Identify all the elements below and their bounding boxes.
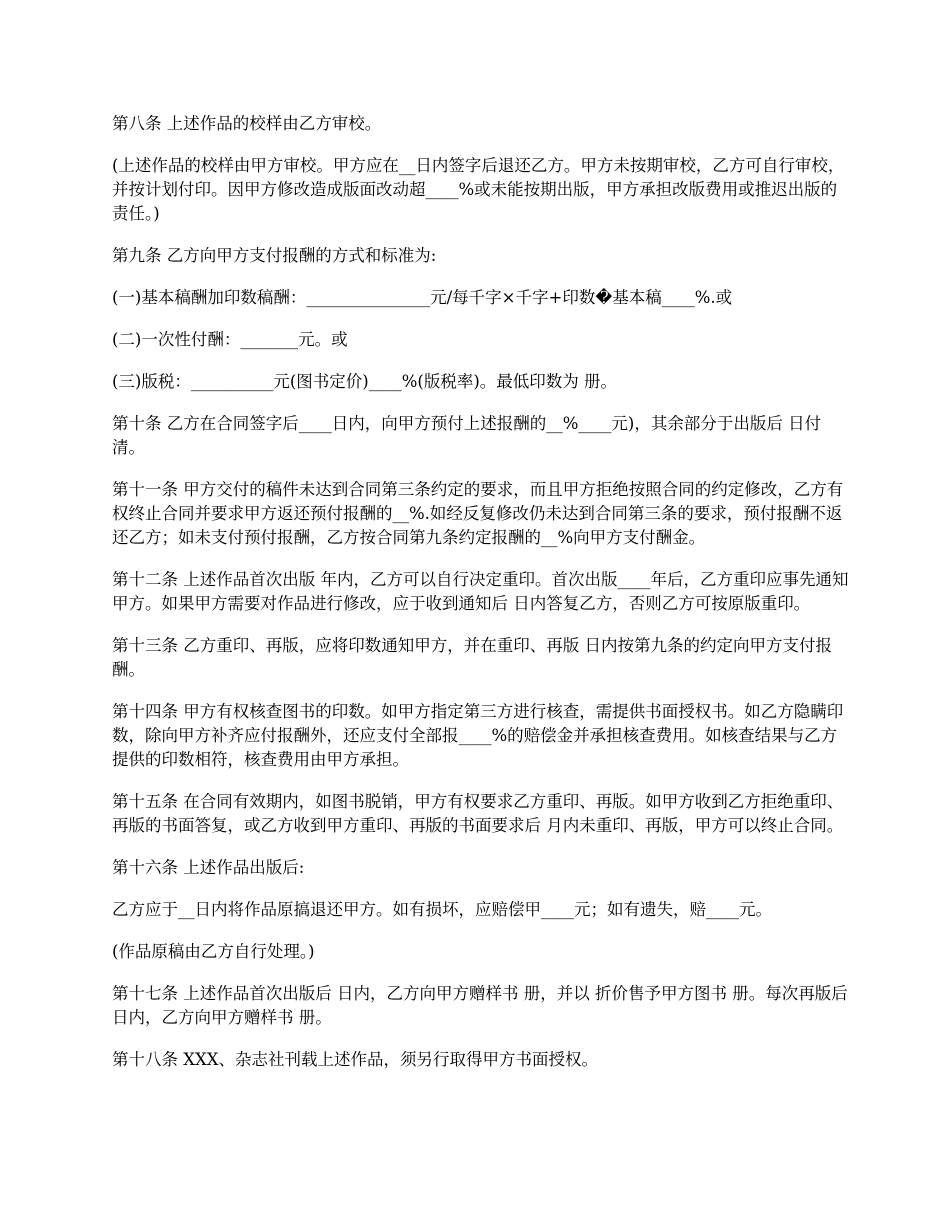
article-14: 第十四条 甲方有权核查图书的印数。如甲方指定第三方进行核查，需提供书面授权书。如乙方隐瞒印数，除向甲方补齐应付报酬外，还应支付全部报____%的赔偿金并承担核查费用。如核查结果与乙方提供的印数相符，核查费用由甲方承担。: [112, 702, 844, 769]
article-16: 第十六条 上述作品出版后:: [112, 858, 305, 877]
article-8-alternative: (上述作品的校样由甲方审校。甲方应在__日内签字后退还乙方。甲方未按期审校，乙方可自行审校，并按计划付印。因甲方修改造成版面改动超____%或未能按期出版，甲方承担改版费用或推迟出版的责任。): [112, 156, 845, 223]
article-9-option-3: (三)版税：__________元(图书定价)____%(版税率)。最低印数为 册。: [112, 372, 618, 391]
article-17: 第十七条 上述作品首次出版后 日内，乙方向甲方赠样书 册，并以 折价售予甲方图书 册。每次再版后 日内，乙方向甲方赠样书 册。: [112, 984, 848, 1027]
article-9: 第九条 乙方向甲方支付报酬的方式和标准为:: [112, 246, 437, 265]
article-18: 第十八条 XXX、杂志社刊载上述作品，须另行取得甲方书面授权。: [112, 1050, 598, 1069]
article-16-alternative: (作品原稿由乙方自行处理。): [112, 942, 315, 961]
article-11: 第十一条 甲方交付的稿件未达到合同第三条约定的要求，而且甲方拒绝按照合同的约定修改，乙方有权终止合同并要求甲方返还预付报酬的__%.如经反复修改仍未达到合同第三条的要求，预付报酬不返还乙方；如未支付预付报酬，乙方按合同第九条约定报酬的__%向甲方支付酬金。: [112, 480, 844, 547]
article-9-option-2: (二)一次性付酬：_______元。或: [112, 330, 348, 349]
article-16-clause: 乙方应于__日内将作品原搞退还甲方。如有损坏，应赔偿甲____元；如有遗失，赔____元。: [112, 900, 772, 919]
article-12: 第十二条 上述作品首次出版 年内，乙方可以自行决定重印。首次出版____年后，乙方重印应事先通知甲方。如果甲方需要对作品进行修改，应于收到通知后 日内答复乙方，否则乙方可按原版重印。: [112, 570, 849, 613]
article-13: 第十三条 乙方重印、再版，应将印数通知甲方，并在重印、再版 日内按第九条的约定向甲方支付报酬。: [112, 636, 832, 679]
article-15: 第十五条 在合同有效期内，如图书脱销，甲方有权要求乙方重印、再版。如甲方收到乙方拒绝重印、再版的书面答复，或乙方收到甲方重印、再版的书面要求后 月内未重印、再版，甲方可以终止合同。: [112, 792, 844, 835]
document-page: [112, 112, 852, 1090]
article-9-option-1: (一)基本稿酬加印数稿酬：_______________元/每千字×千字+印数�基本稿____%.或: [112, 288, 733, 307]
article-10: 第十条 乙方在合同签字后____日内，向甲方预付上述报酬的__%____元)，其余部分于出版后 日付清。: [112, 414, 822, 457]
article-8: 第八条 上述作品的校样由乙方审校。: [112, 114, 382, 133]
